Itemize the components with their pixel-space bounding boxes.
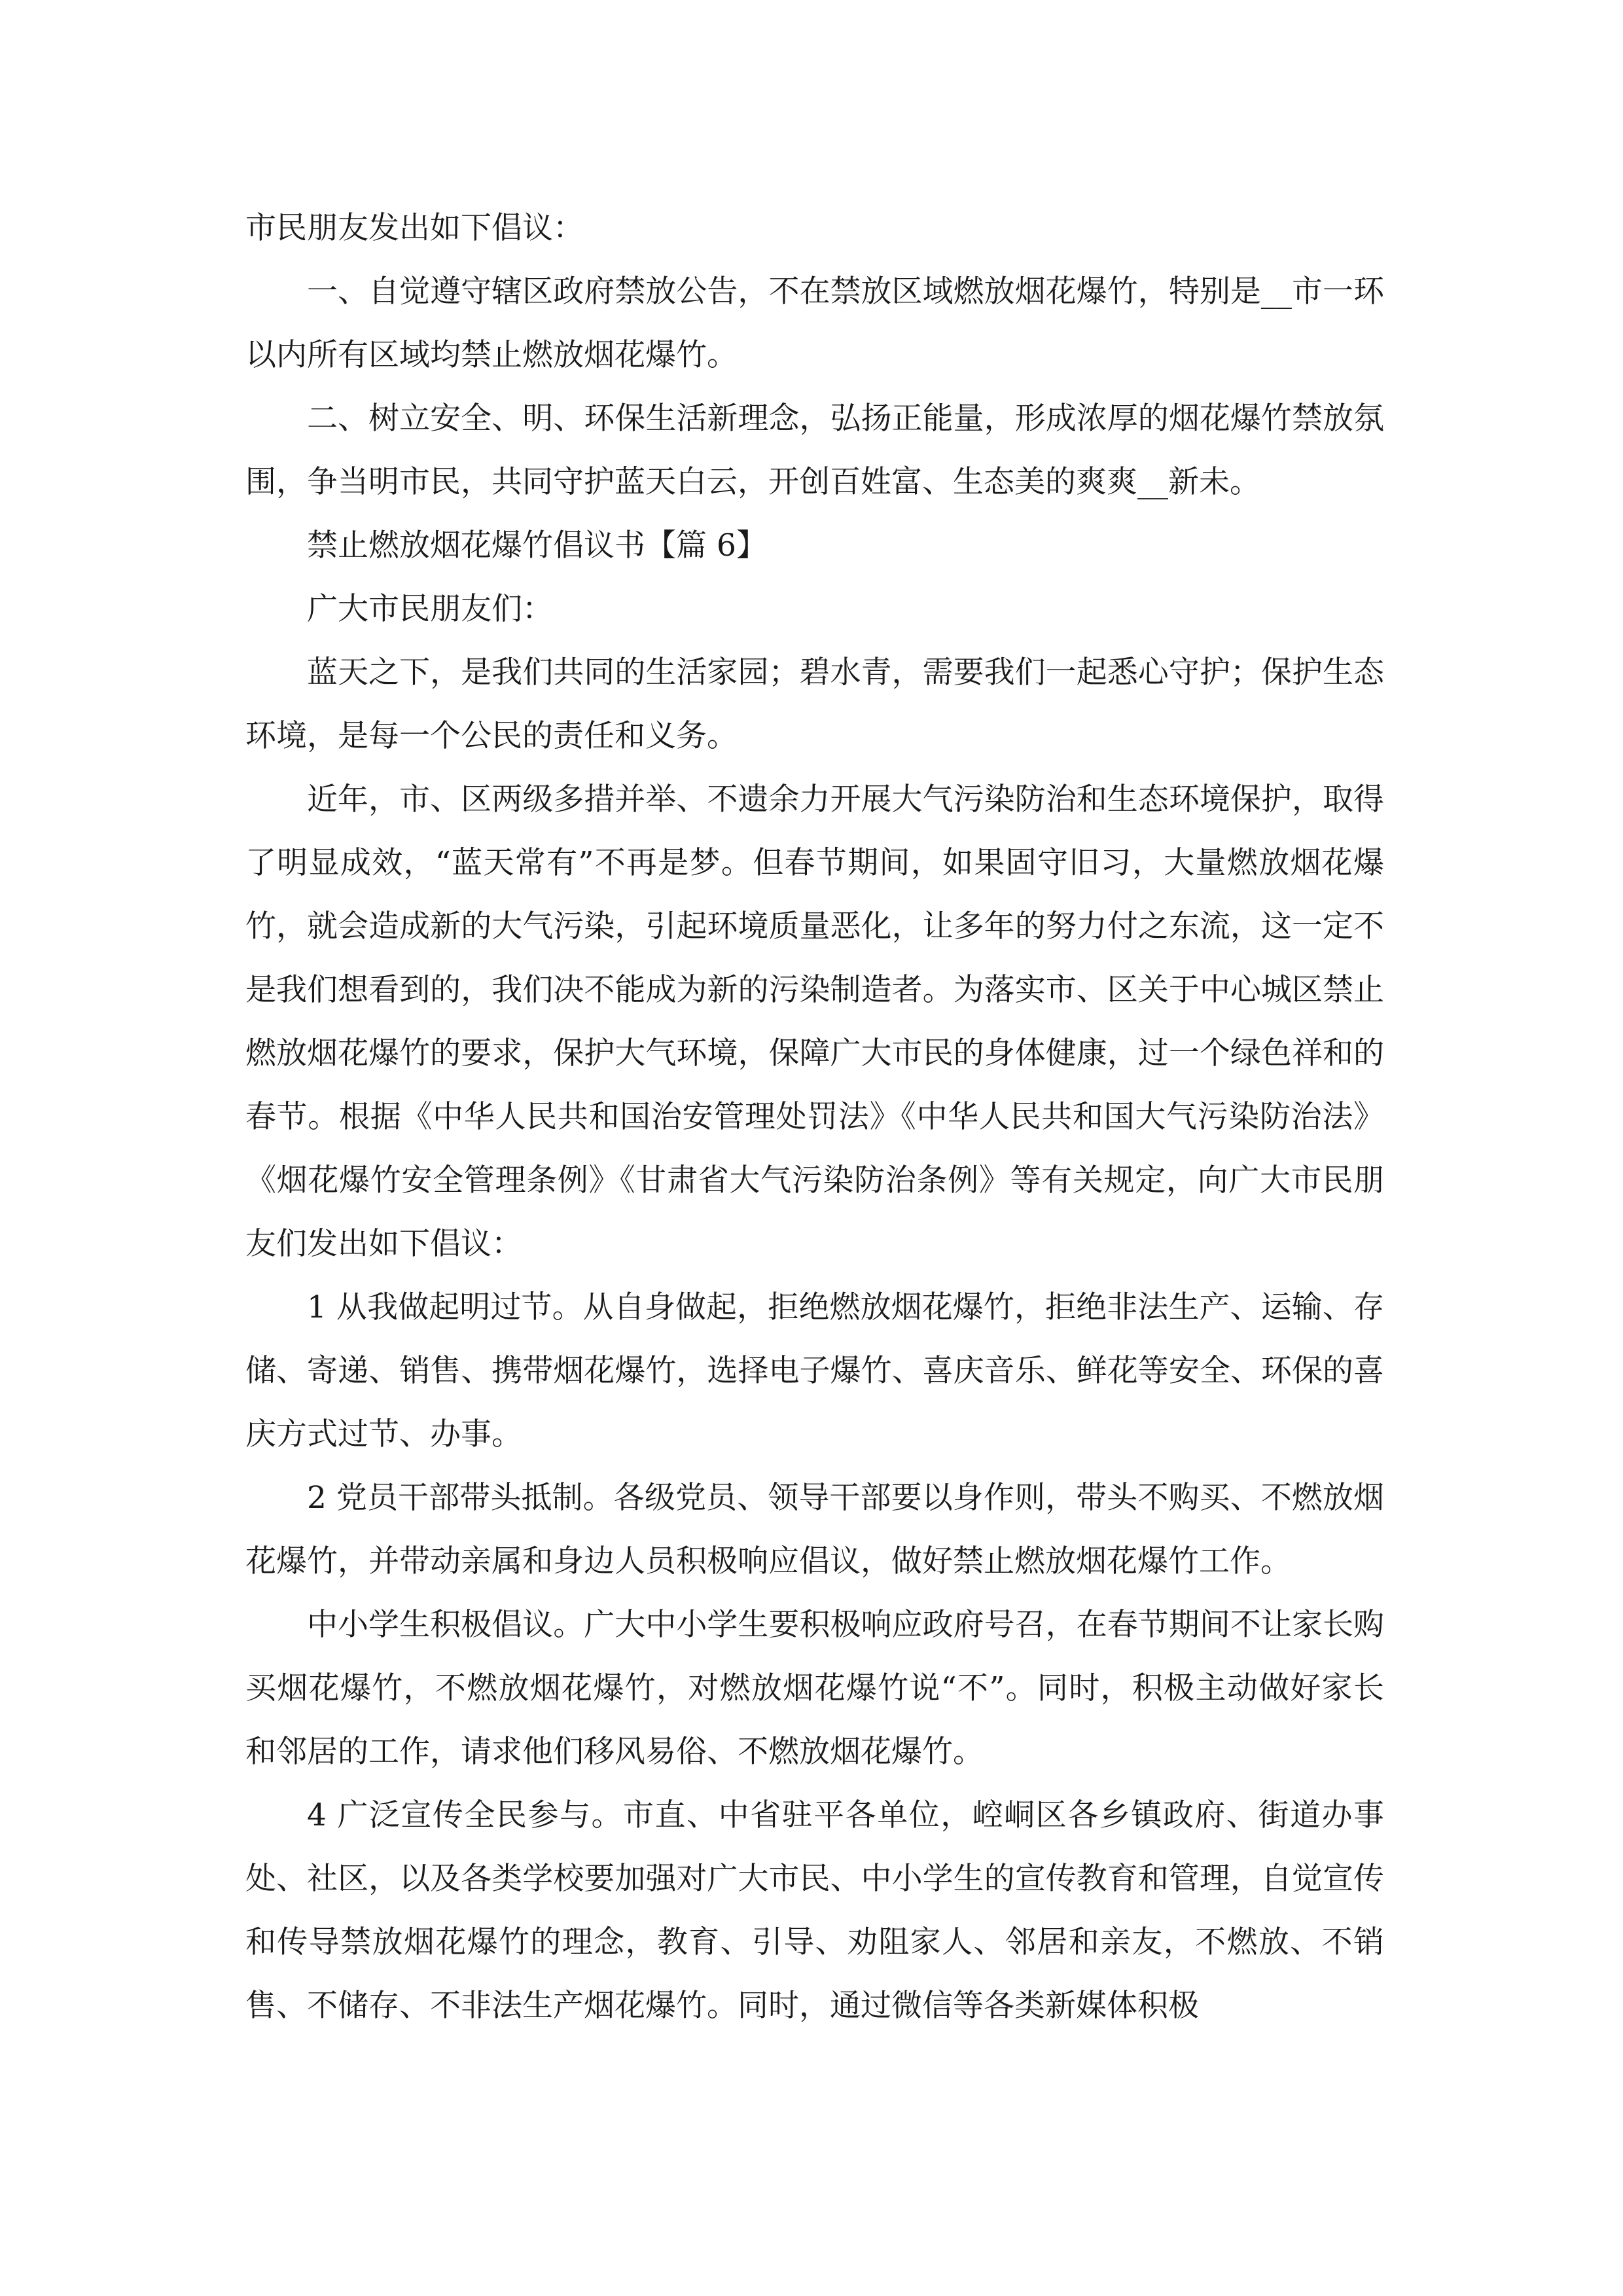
paragraph: 一、自觉遵守辖区政府禁放公告，不在禁放区域燃放烟花爆竹，特别是__市一环以内所有区域均禁止燃放烟花爆竹。 [245, 274, 1384, 373]
paragraph: 中小学生积极倡议。广大中小学生要积极响应政府号召，在春节期间不让家长购买烟花爆竹，不燃放烟花爆竹，对燃放烟花爆竹说“不”。同时，积极主动做好家长和邻居的工作，请求他们移风易俗、不燃放烟花爆竹。 [245, 1607, 1384, 1770]
paragraph: 近年，市、区两级多措并举、不遗余力开展大气污染防治和生态环境保护，取得了明显成效，“蓝天常有”不再是梦。但春节期间，如果固守旧习，大量燃放烟花爆竹，就会造成新的大气污染，引起环境质量恶化，让多年的努力付之东流，这一定不是我们想看到的，我们决不能成为新的污染制造者。为落实市、区关于中心城区禁止燃放烟花爆竹的要求，保护大气环境，保障广大市民的身体健康，过一个绿色祥和的春节。根据《中华人民共和国治安管理处罚法》《中华人民共和国大气污染防治法》《烟花爆竹安全管理条例》《甘肃省大气污染防治条例》等有关规定，向广大市民朋友们发出如下倡议： [245, 781, 1384, 1262]
paragraph: 1 从我做起明过节。从自身做起，拒绝燃放烟花爆竹，拒绝非法生产、运输、存储、寄递、销售、携带烟花爆竹，选择电子爆竹、喜庆音乐、鲜花等安全、环保的喜庆方式过节、办事。 [245, 1289, 1384, 1452]
section-heading: 禁止燃放烟花爆竹倡议书【篇 6】 [307, 528, 767, 564]
paragraph: 4 广泛宣传全民参与。市直、中省驻平各单位，崆峒区各乡镇政府、街道办事处、社区，以及各类学校要加强对广大市民、中小学生的宣传教育和管理，自觉宣传和传导禁放烟花爆竹的理念，教育、引导、劝阻家人、邻居和亲友，不燃放、不销售、不储存、不非法生产烟花爆竹。同时，通过微信等各类新媒体积极 [245, 1797, 1384, 2024]
document-body [245, 196, 1384, 2037]
paragraph: 二、树立安全、明、环保生活新理念，弘扬正能量，形成浓厚的烟花爆竹禁放氛围，争当明市民，共同守护蓝天白云，开创百姓富、生态美的爽爽__新未。 [245, 401, 1384, 500]
salutation: 广大市民朋友们： [307, 591, 553, 627]
paragraph: 蓝天之下，是我们共同的生活家园；碧水青，需要我们一起悉心守护；保护生态环境，是每一个公民的责任和义务。 [245, 655, 1384, 754]
paragraph: 市民朋友发出如下倡议： [245, 210, 584, 246]
paragraph: 2 党员干部带头抵制。各级党员、领导干部要以身作则，带头不购买、不燃放烟花爆竹，并带动亲属和身边人员积极响应倡议，做好禁止燃放烟花爆竹工作。 [245, 1480, 1384, 1579]
